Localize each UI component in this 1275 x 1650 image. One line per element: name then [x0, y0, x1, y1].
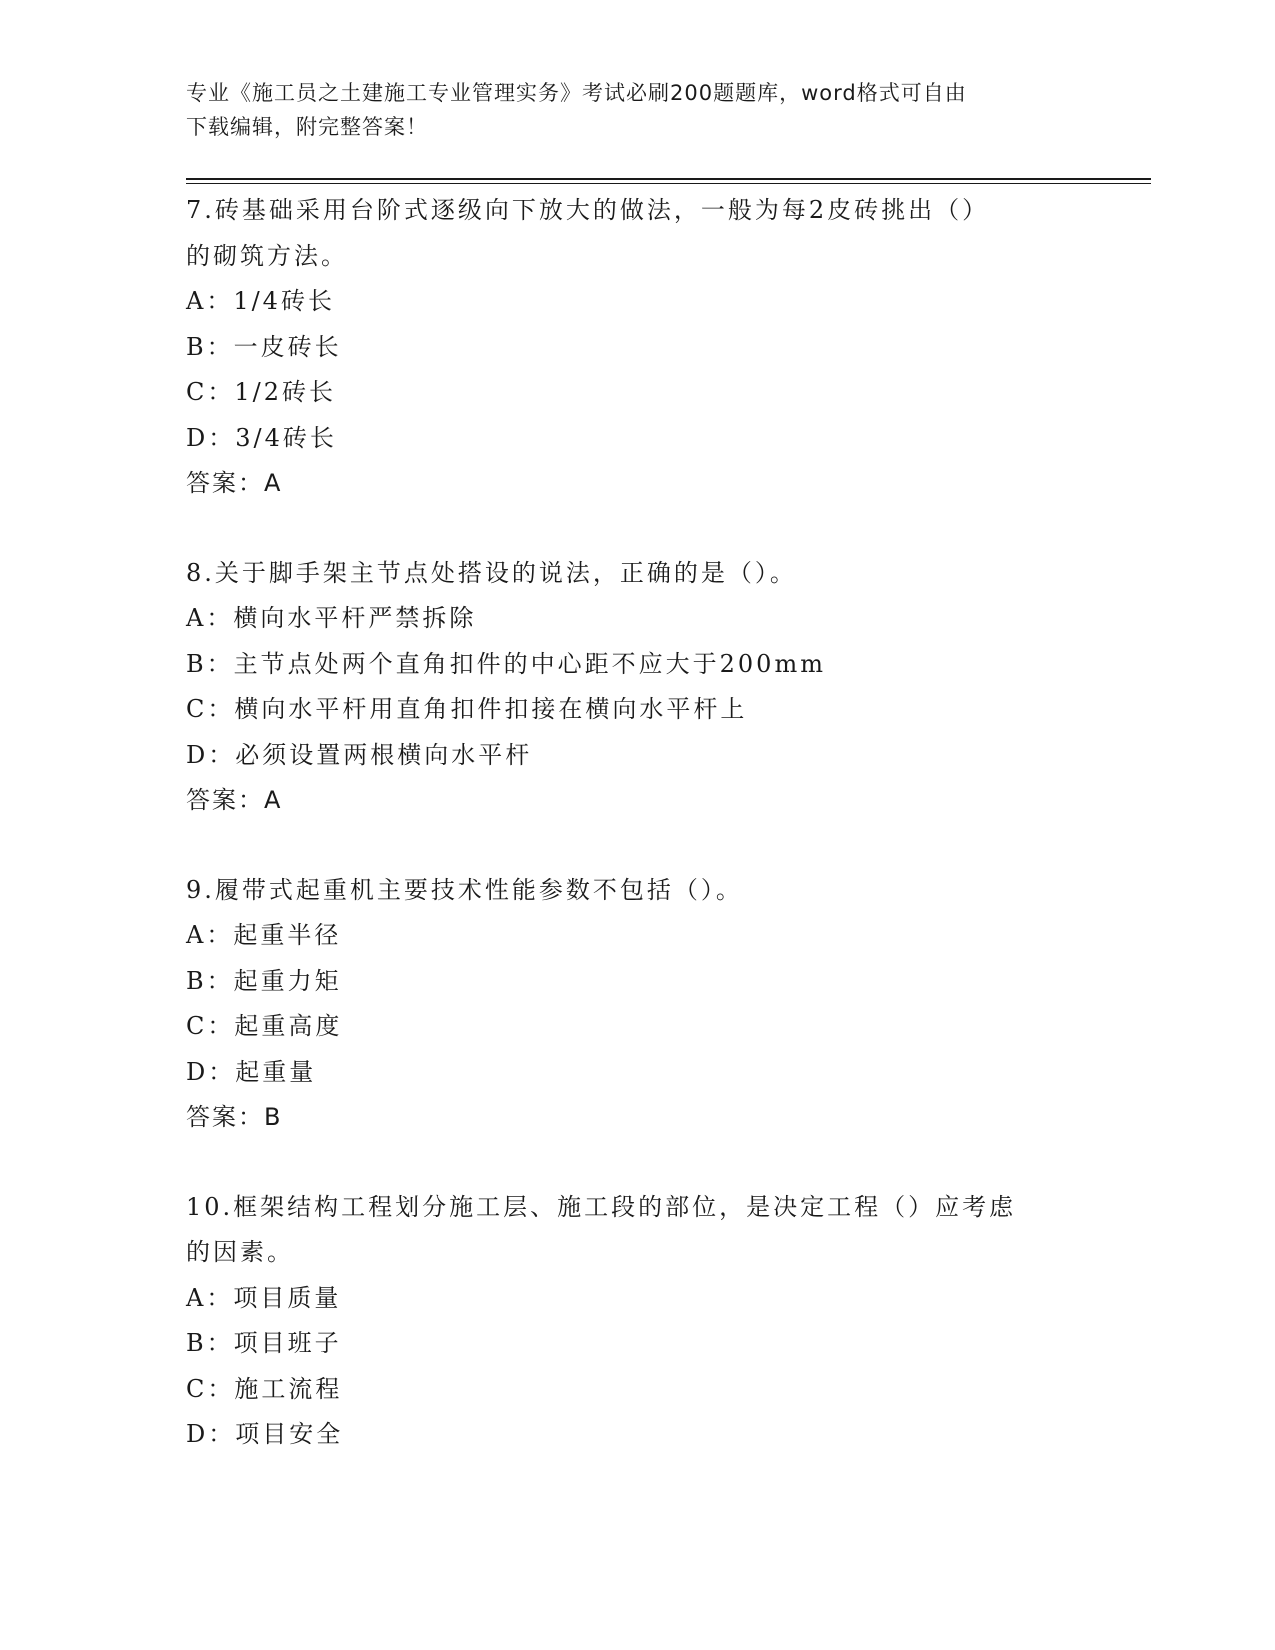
question-list: [186, 188, 1086, 1458]
option-c: C：横向水平杆用直角扣件扣接在横向水平杆上: [186, 695, 748, 723]
question-stem-line: 的因素。: [186, 1238, 294, 1266]
option-a: A：起重半径: [186, 921, 342, 949]
header-line-2: 下载编辑，附完整答案！: [186, 115, 428, 139]
answer-line: 答案：A: [186, 786, 283, 814]
option-a: A：横向水平杆严禁拆除: [186, 604, 477, 632]
option-b: B：主节点处两个直角扣件的中心距不应大于200mm: [186, 649, 826, 678]
header-divider-thin: [186, 183, 1151, 184]
option-c: C：起重高度: [186, 1012, 343, 1040]
answer-line: 答案：B: [186, 1103, 283, 1131]
option-b: B：起重力矩: [186, 966, 342, 995]
question-7: [186, 188, 1086, 507]
answer-line: 答案：A: [186, 469, 283, 497]
question-stem-line: 7.砖基础采用台阶式逐级向下放大的做法，一般为每2皮砖挑出（）: [186, 196, 990, 224]
question-stem-line: 10.框架结构工程划分施工层、施工段的部位，是决定工程（）应考虑: [186, 1192, 1017, 1221]
option-b: B：一皮砖长: [186, 332, 342, 361]
option-a: A：1/4砖长: [186, 287, 335, 315]
question-stem-line: 8.关于脚手架主节点处搭设的说法，正确的是（）。: [186, 558, 797, 587]
option-a: A：项目质量: [186, 1283, 342, 1312]
option-d: D：起重量: [186, 1057, 317, 1086]
option-d: D：3/4砖长: [186, 423, 337, 452]
header-line-1: 专业《施工员之土建施工专业管理实务》考试必刷200题题库，word格式可自由: [186, 81, 967, 105]
question-stem-line: 的砌筑方法。: [186, 241, 348, 270]
option-c: C：1/2砖长: [186, 378, 336, 406]
question-9: [186, 868, 1086, 1141]
option-d: D：必须设置两根横向水平杆: [186, 740, 533, 769]
question-10: [186, 1185, 1086, 1458]
option-d: D：项目安全: [186, 1420, 344, 1448]
document-header: [186, 76, 1086, 144]
option-b: B：项目班子: [186, 1329, 342, 1357]
header-divider-thick: [186, 178, 1151, 180]
question-stem-line: 9.履带式起重机主要技术性能参数不包括（）。: [186, 875, 743, 904]
question-8: [186, 551, 1086, 824]
option-c: C：施工流程: [186, 1374, 343, 1403]
